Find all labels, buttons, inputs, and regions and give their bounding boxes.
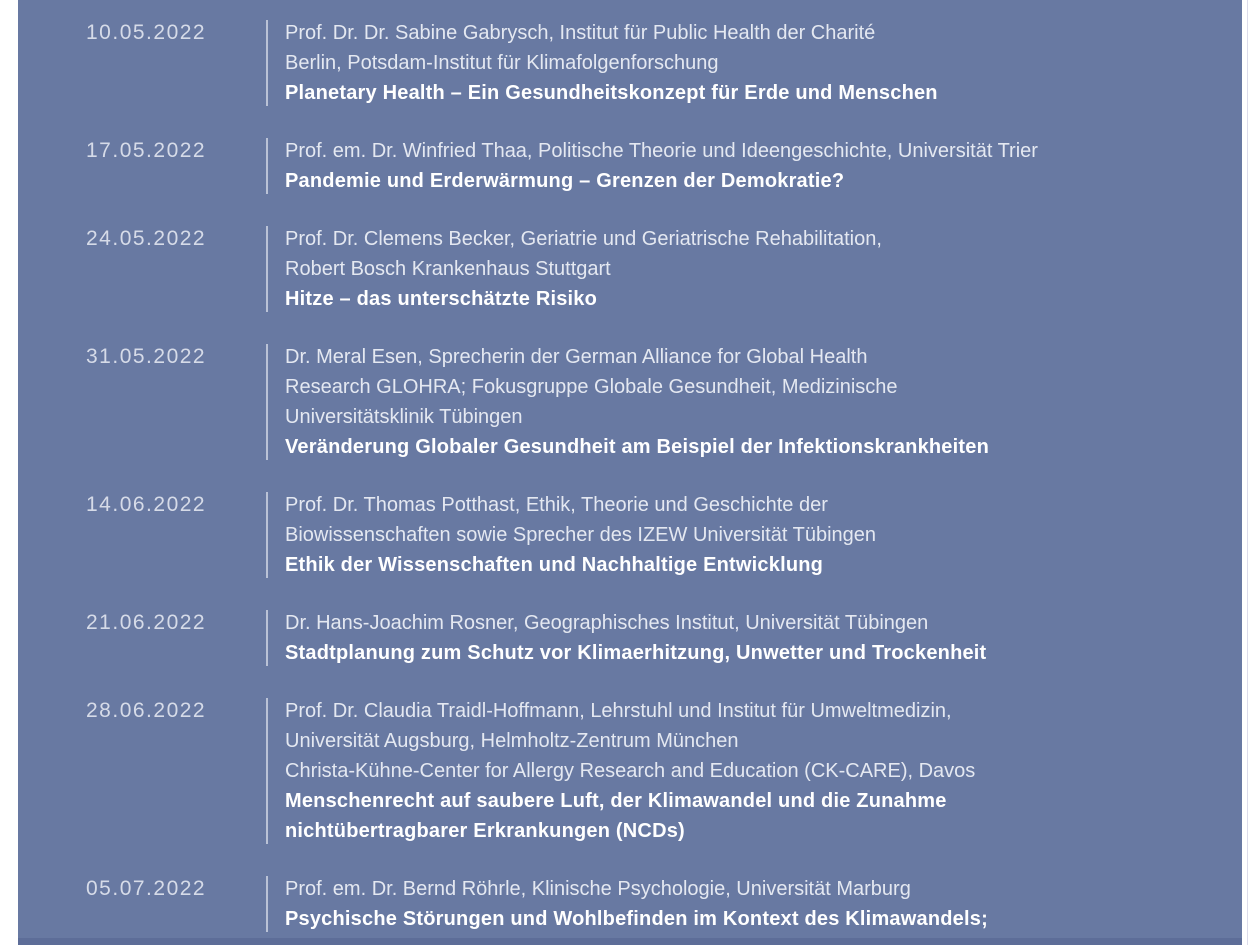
entry-text <box>268 696 1242 846</box>
entry-separator-line <box>266 610 268 666</box>
entry-separator-line <box>266 876 268 932</box>
bottom-strip <box>18 938 1242 945</box>
lecture-title-line: Planetary Health – Ein Gesundheitskonzept für Erde und Menschen <box>285 82 938 104</box>
entry-separator-line <box>266 698 268 844</box>
entry-date: 21.06.2022 <box>86 611 207 634</box>
entry-text <box>268 342 1242 462</box>
schedule-entry <box>18 136 1242 196</box>
entry-date: 31.05.2022 <box>86 345 207 368</box>
lecture-title-line: Stadtplanung zum Schutz vor Klimaerhitzung, Unwetter und Trockenheit <box>285 642 987 664</box>
entry-separator-line <box>266 226 268 312</box>
schedule-panel <box>18 0 1242 945</box>
entry-text <box>268 490 1242 580</box>
entry-text <box>268 136 1242 196</box>
entry-separator-line <box>266 20 268 106</box>
entry-date: 17.05.2022 <box>86 139 207 162</box>
schedule-entry <box>18 342 1242 462</box>
lecture-title-line: Psychische Störungen und Wohlbefinden im Kontext des Klimawandels; <box>285 908 988 930</box>
lecture-title-line: Ethik der Wissenschaften und Nachhaltige Entwicklung <box>285 554 824 576</box>
entry-date: 24.05.2022 <box>86 227 207 250</box>
schedule-entry <box>18 18 1242 108</box>
schedule-entry <box>18 874 1242 934</box>
entry-date: 14.06.2022 <box>86 493 207 516</box>
schedule-list <box>18 0 1242 934</box>
speaker-line: Prof. Dr. Thomas Potthast, Ethik, Theorie und Geschichte der <box>285 494 828 516</box>
entry-separator-line <box>266 344 268 460</box>
entry-text <box>268 874 1242 934</box>
speaker-line: Christa-Kühne-Center for Allergy Research and Education (CK-CARE), Davos <box>285 760 976 782</box>
entry-separator-line <box>266 138 268 194</box>
entry-text <box>268 608 1242 668</box>
speaker-line: Research GLOHRA; Fokusgruppe Globale Gesundheit, Medizinische <box>285 376 898 398</box>
speaker-line: Prof. Dr. Dr. Sabine Gabrysch, Institut für Public Health der Charité <box>285 22 876 44</box>
schedule-entry <box>18 224 1242 314</box>
schedule-entry <box>18 490 1242 580</box>
speaker-line: Universitätsklinik Tübingen <box>285 406 523 428</box>
entry-date: 05.07.2022 <box>86 877 207 900</box>
lecture-title-line: Veränderung Globaler Gesundheit am Beispiel der Infektionskrankheiten <box>285 436 989 458</box>
speaker-line: Prof. em. Dr. Winfried Thaa, Politische Theorie und Ideengeschichte, Universität Trier <box>285 140 1038 162</box>
lecture-title-line: Hitze – das unterschätzte Risiko <box>285 288 598 310</box>
entry-text <box>268 224 1242 314</box>
speaker-line: Dr. Meral Esen, Sprecherin der German Alliance for Global Health <box>285 346 868 368</box>
speaker-line: Biowissenschaften sowie Sprecher des IZEW Universität Tübingen <box>285 524 877 546</box>
entry-date: 28.06.2022 <box>86 699 207 722</box>
lecture-title-line: nichtübertragbarer Erkrankungen (NCDs) <box>285 820 685 842</box>
entry-separator-line <box>266 492 268 578</box>
schedule-entry <box>18 608 1242 668</box>
speaker-line: Prof. em. Dr. Bernd Röhrle, Klinische Psychologie, Universität Marburg <box>285 878 911 900</box>
speaker-line: Robert Bosch Krankenhaus Stuttgart <box>285 258 611 280</box>
page-edge-line <box>1247 0 1248 945</box>
lecture-title-line: Pandemie und Erderwärmung – Grenzen der Demokratie? <box>285 170 845 192</box>
lecture-title-line: Menschenrecht auf saubere Luft, der Klimawandel und die Zunahme <box>285 790 947 812</box>
speaker-line: Berlin, Potsdam-Institut für Klimafolgenforschung <box>285 52 719 74</box>
speaker-line: Dr. Hans-Joachim Rosner, Geographisches Institut, Universität Tübingen <box>285 612 929 634</box>
speaker-line: Prof. Dr. Claudia Traidl-Hoffmann, Lehrstuhl und Institut für Umweltmedizin, <box>285 700 952 722</box>
speaker-line: Prof. Dr. Clemens Becker, Geriatrie und Geriatrische Rehabilitation, <box>285 228 882 250</box>
schedule-entry <box>18 696 1242 846</box>
entry-text <box>268 18 1242 108</box>
entry-date: 10.05.2022 <box>86 21 207 44</box>
speaker-line: Universität Augsburg, Helmholtz-Zentrum München <box>285 730 739 752</box>
